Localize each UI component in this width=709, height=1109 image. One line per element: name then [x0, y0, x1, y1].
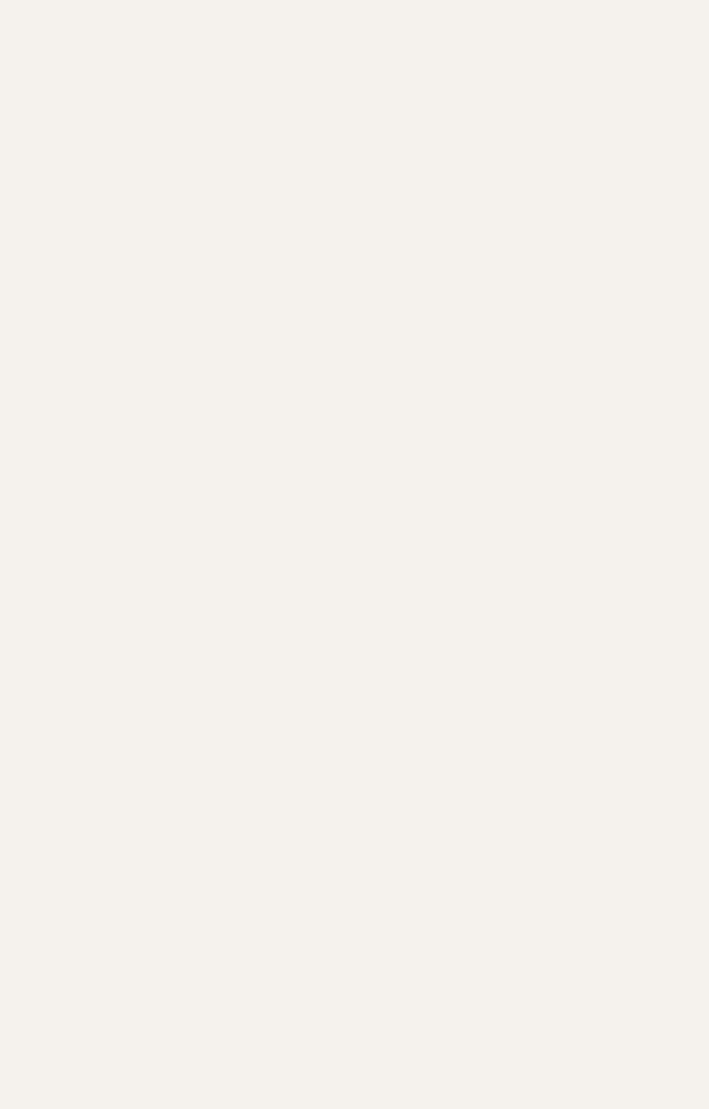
- watermark: [0, 0, 544, 580]
- running-header: [122, 90, 679, 110]
